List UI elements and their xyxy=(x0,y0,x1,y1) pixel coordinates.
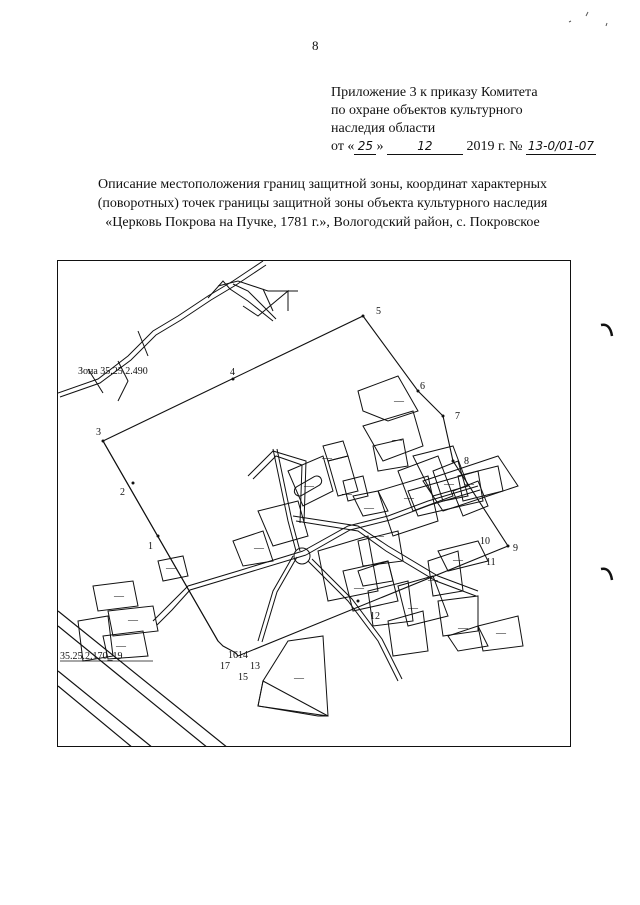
svg-text:—: — xyxy=(453,555,463,566)
point-label-10: 10 xyxy=(480,536,490,547)
map-drawing xyxy=(58,261,571,747)
point-label-4: 4 xyxy=(230,367,235,378)
point-label-17: 17 xyxy=(220,661,230,672)
date-year: 2019 г. № xyxy=(466,139,523,154)
title-line-2: (поворотных) точек границы защитной зоны объекта культурного наследия xyxy=(97,196,548,211)
title-line-3: «Церковь Покрова на Пучке, 1781 г.», Вологодский район, с. Покровское xyxy=(105,215,540,230)
corner-scratch-mark xyxy=(566,6,616,28)
point-label-1614: 1614 xyxy=(228,650,248,661)
svg-text:—: — xyxy=(394,396,404,407)
point-label-7: 7 xyxy=(455,411,460,422)
date-prefix: от « xyxy=(331,139,355,154)
road-edge-3 xyxy=(58,671,153,747)
cadastral-map xyxy=(57,260,571,747)
svg-text:—: — xyxy=(342,489,352,500)
svg-text:—: — xyxy=(114,591,124,602)
svg-text:—: — xyxy=(392,435,402,446)
svg-text:—: — xyxy=(128,615,138,626)
svg-text:—: — xyxy=(322,453,332,464)
svg-text:—: — xyxy=(404,493,414,504)
binding-hole-mark-top xyxy=(600,322,614,338)
order-number: 13-0/01-07 xyxy=(527,139,595,153)
document-title xyxy=(40,175,605,232)
svg-text:—: — xyxy=(166,563,176,574)
roads-center xyxy=(153,449,480,681)
point-label-5: 5 xyxy=(376,306,381,317)
boundary-point-markers xyxy=(102,315,510,603)
svg-text:—: — xyxy=(294,673,304,684)
point-label-9: 9 xyxy=(513,543,518,554)
zone-label-490: Зона 35.25.2.490 xyxy=(78,366,148,377)
appendix-line-2: по охране объектов культурного xyxy=(331,103,523,118)
binding-hole-mark-bottom xyxy=(600,566,614,582)
point-label-8: 8 xyxy=(464,456,469,467)
svg-text:—: — xyxy=(364,503,374,514)
svg-text:—: — xyxy=(444,479,454,490)
svg-text:—: — xyxy=(116,641,126,652)
point-label-1: 1 xyxy=(148,541,153,552)
point-label-2: 2 xyxy=(120,487,125,498)
point-label-15: 15 xyxy=(238,672,248,683)
svg-text:—: — xyxy=(304,481,314,492)
title-line-1: Описание местоположения границ защитной зоны, координат характерных xyxy=(97,177,547,192)
svg-text:—: — xyxy=(254,543,264,554)
track-north xyxy=(58,261,298,401)
point-label-6: 6 xyxy=(420,381,425,392)
appendix-header xyxy=(331,84,611,156)
appendix-date-line xyxy=(331,138,611,156)
svg-text:—: — xyxy=(408,603,418,614)
point-label-13: 13 xyxy=(250,661,260,672)
svg-text:—: — xyxy=(496,628,506,639)
land-plots xyxy=(78,376,523,716)
svg-text:—: — xyxy=(374,531,384,542)
date-mid: » xyxy=(376,139,384,154)
appendix-line-3: наследия области xyxy=(331,121,436,136)
svg-text:—: — xyxy=(428,575,438,586)
appendix-line-1: Приложение 3 к приказу Комитета xyxy=(331,85,538,100)
point-label-3: 3 xyxy=(96,427,101,438)
zone-label-170: 35.25.2.170_19 xyxy=(60,651,123,662)
svg-text:—: — xyxy=(464,479,474,490)
svg-text:—: — xyxy=(354,583,364,594)
point-label-11: 11 xyxy=(486,557,496,568)
date-month: 12 xyxy=(387,139,463,155)
point-label-12: 12 xyxy=(370,611,380,622)
date-day: 25 xyxy=(354,139,376,155)
svg-text:—: — xyxy=(458,623,468,634)
road-edge-4 xyxy=(58,686,133,747)
page-number: 8 xyxy=(312,38,319,53)
